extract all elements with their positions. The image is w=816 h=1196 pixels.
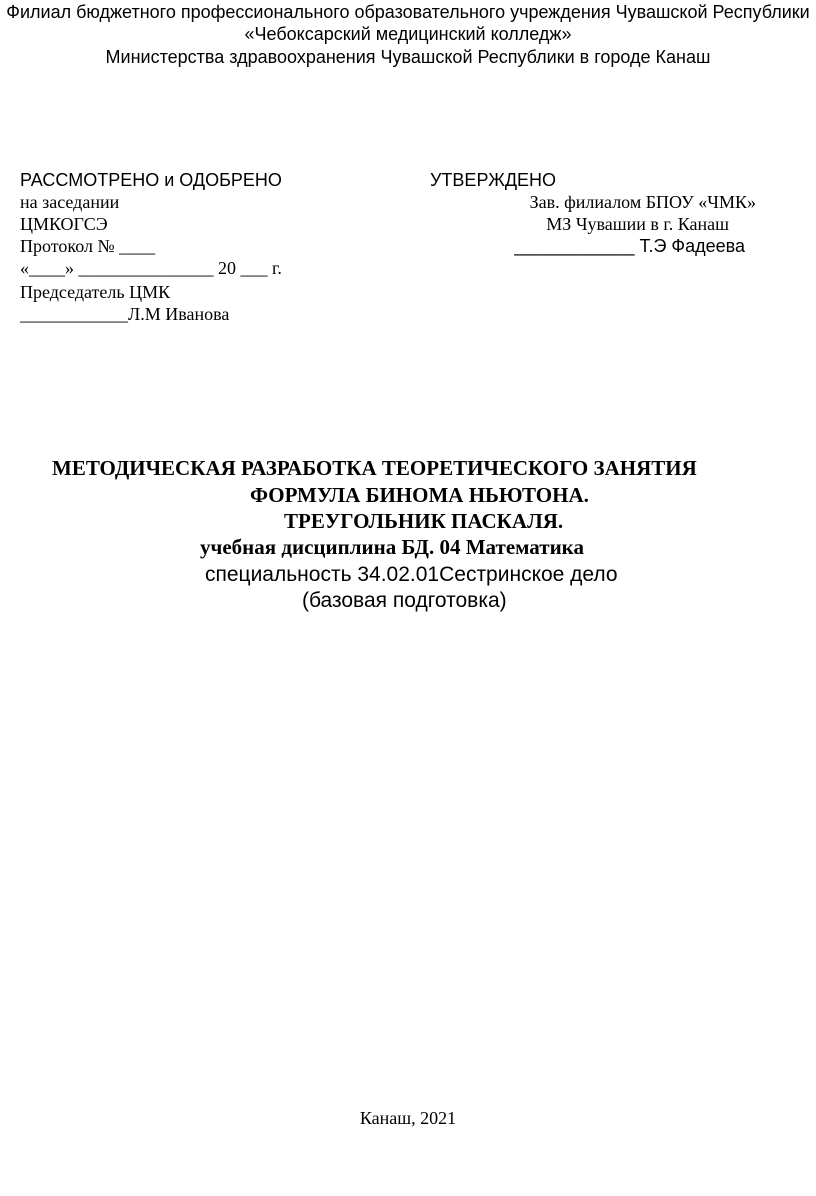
approval-left-chair-title: Председатель ЦМК: [20, 282, 171, 302]
document-title-line1: МЕТОДИЧЕСКАЯ РАЗРАБОТКА ТЕОРЕТИЧЕСКОГО ЗАНЯТИЯ: [52, 456, 697, 480]
document-title-line3: ТРЕУГОЛЬНИК ПАСКАЛЯ.: [284, 509, 564, 533]
document-discipline: учебная дисциплина БД. 04 Математика: [200, 535, 584, 559]
approval-left-committee: ЦМКОГСЭ: [20, 214, 108, 234]
header-institution-line: Филиал бюджетного профессионального образовательного учреждения Чувашской Республики: [6, 2, 810, 22]
header-college-line: «Чебоксарский медицинский колледж»: [244, 24, 572, 44]
document-specialty: специальность 34.02.01Сестринское дело: [205, 563, 618, 586]
header-ministry-line: Министерства здравоохранения Чувашской Республики в городе Канаш: [105, 47, 711, 67]
approval-right-signature: ____________ Т.Э Фадеева: [514, 236, 745, 256]
approval-left-meeting: на заседании: [20, 192, 120, 212]
approval-left-chair-signature: ____________Л.М Иванова: [20, 304, 230, 324]
document-title-line2: ФОРМУЛА БИНОМА НЬЮТОНА.: [250, 483, 589, 507]
approval-left-date: «____» _______________ 20 ___ г.: [20, 258, 282, 278]
footer-place-year: Канаш, 2021: [359, 1108, 457, 1128]
document-training-level: (базовая подготовка): [302, 589, 507, 612]
approval-right-ministry: МЗ Чувашии в г. Канаш: [546, 214, 729, 234]
approval-right-position: Зав. филиалом БПОУ «ЧМК»: [529, 192, 756, 212]
approval-left-title: РАССМОТРЕНО и ОДОБРЕНО: [20, 170, 282, 190]
approval-left-protocol: Протокол № ____: [20, 236, 156, 256]
approval-right-title: УТВЕРЖДЕНО: [430, 170, 557, 190]
